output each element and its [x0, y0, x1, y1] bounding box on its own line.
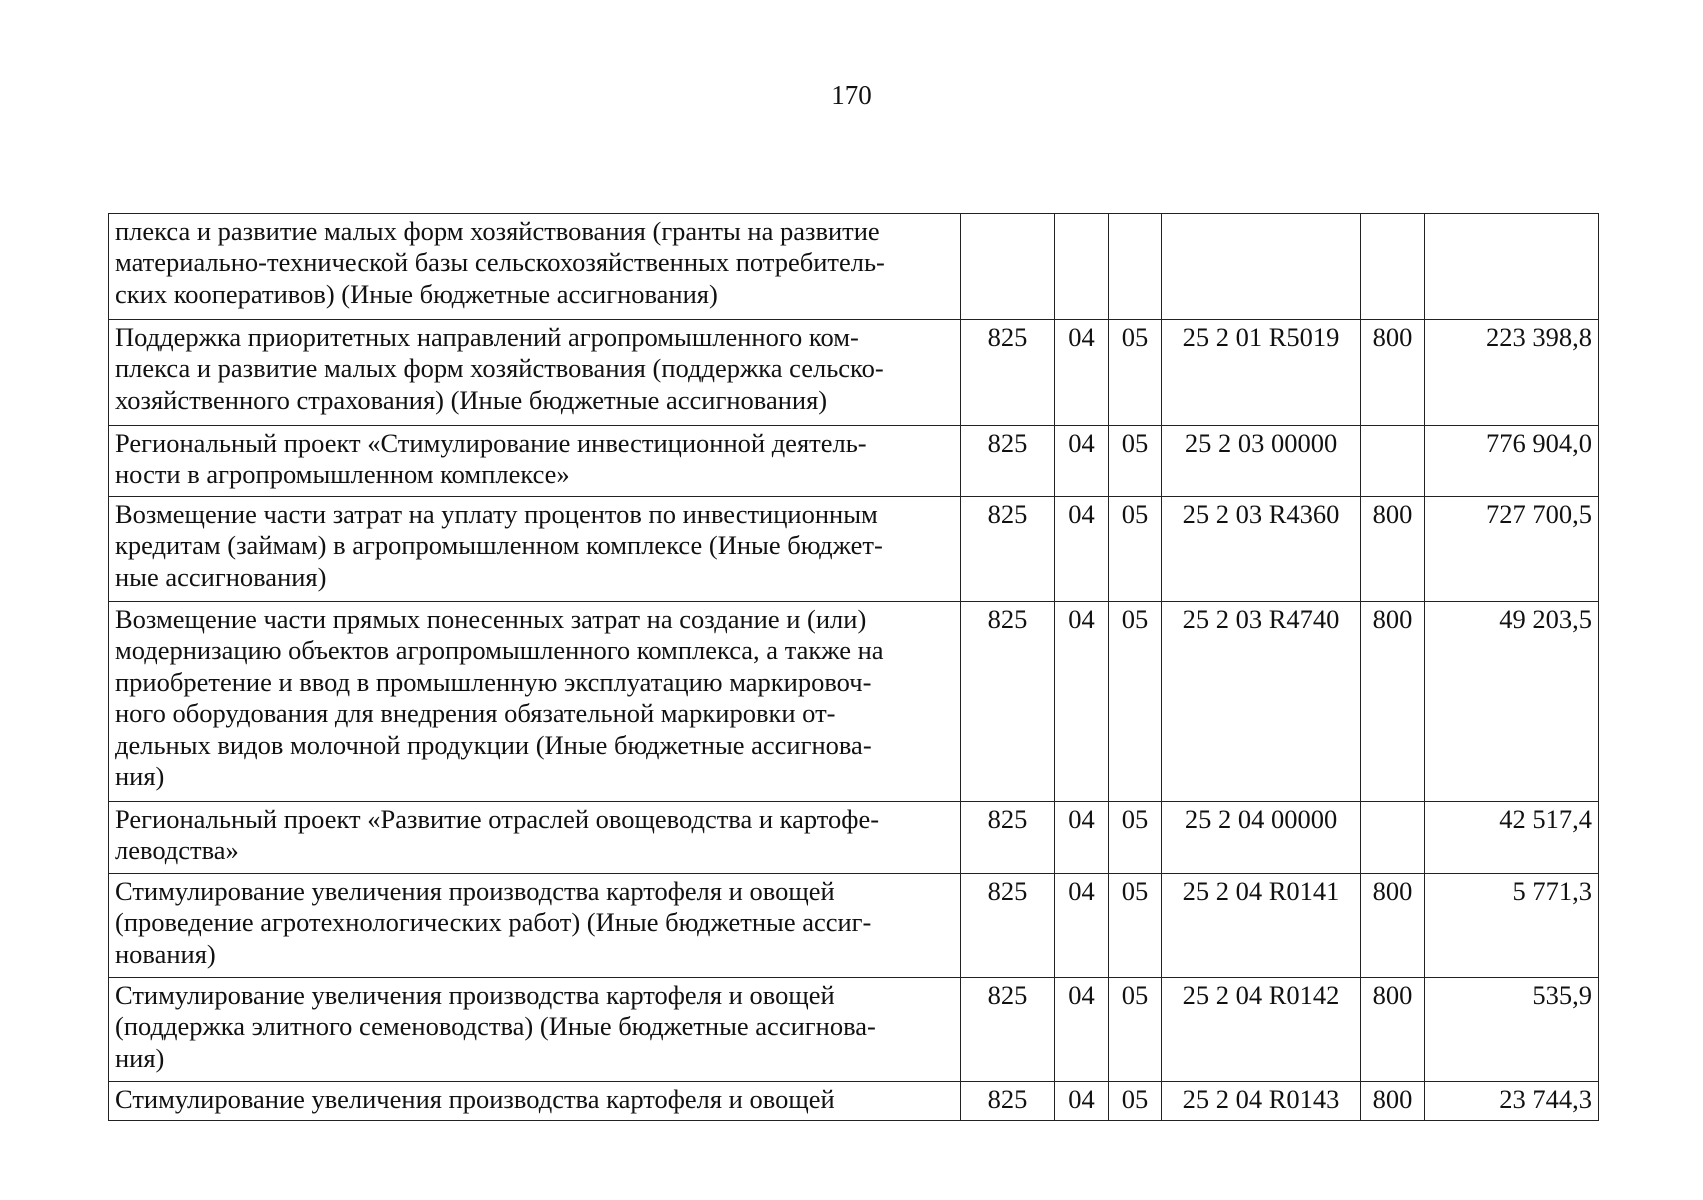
subsection-code-cell: 05 [1109, 497, 1162, 602]
amount-cell: 5 771,3 [1425, 874, 1599, 978]
expense-type-cell: 800 [1361, 320, 1425, 426]
expense-type-cell: 800 [1361, 978, 1425, 1082]
table-row [109, 320, 1599, 426]
ministry-code-cell [961, 214, 1055, 320]
amount-cell: 42 517,4 [1425, 802, 1599, 874]
expense-name-cell: Стимулирование увеличения производства картофеля и овощей (проведение агротехнологических работ) (Иные бюджетные ассиг- нования) [109, 874, 961, 978]
amount-cell: 23 744,3 [1425, 1082, 1599, 1121]
target-article-cell: 25 2 04 00000 [1162, 802, 1361, 874]
table-row [109, 978, 1599, 1082]
subsection-code-cell: 05 [1109, 978, 1162, 1082]
expense-name-cell: Возмещение части затрат на уплату процентов по инвестиционным кредитам (займам) в агропромышленном комплексе (Иные бюджет- ные ассигнования) [109, 497, 961, 602]
ministry-code-cell: 825 [961, 497, 1055, 602]
ministry-code-cell: 825 [961, 602, 1055, 802]
expense-name-cell: Стимулирование увеличения производства картофеля и овощей (поддержка элитного семеноводства) (Иные бюджетные ассигнова- ния) [109, 978, 961, 1082]
expense-name-cell: Стимулирование увеличения производства картофеля и овощей [109, 1082, 961, 1121]
amount-cell: 776 904,0 [1425, 426, 1599, 497]
section-code-cell: 04 [1055, 602, 1109, 802]
subsection-code-cell [1109, 214, 1162, 320]
expense-name-cell: Возмещение части прямых понесенных затрат на создание и (или) модернизацию объектов агропромышленного комплекса, а также на приобретение и ввод в промышленную эксплуатацию маркировоч- ного оборудования для внедрения обязательной маркировки от- дельных видов молочной продукции (Иные бюджетные ассигнова- ния) [109, 602, 961, 802]
table-row [109, 602, 1599, 802]
ministry-code-cell: 825 [961, 978, 1055, 1082]
target-article-cell: 25 2 04 R0143 [1162, 1082, 1361, 1121]
target-article-cell: 25 2 03 R4740 [1162, 602, 1361, 802]
expense-type-cell: 800 [1361, 874, 1425, 978]
section-code-cell: 04 [1055, 978, 1109, 1082]
subsection-code-cell: 05 [1109, 1082, 1162, 1121]
section-code-cell: 04 [1055, 874, 1109, 978]
expense-type-cell: 800 [1361, 497, 1425, 602]
target-article-cell: 25 2 04 R0141 [1162, 874, 1361, 978]
expense-name-cell: плекса и развитие малых форм хозяйствования (гранты на развитие материально-технической базы сельскохозяйственных потребитель- ских кооперативов) (Иные бюджетные ассигнования) [109, 214, 961, 320]
section-code-cell: 04 [1055, 426, 1109, 497]
table-row [109, 802, 1599, 874]
subsection-code-cell: 05 [1109, 320, 1162, 426]
table-row [109, 426, 1599, 497]
table-row [109, 214, 1599, 320]
subsection-code-cell: 05 [1109, 802, 1162, 874]
ministry-code-cell: 825 [961, 1082, 1055, 1121]
section-code-cell: 04 [1055, 802, 1109, 874]
section-code-cell: 04 [1055, 497, 1109, 602]
subsection-code-cell: 05 [1109, 874, 1162, 978]
subsection-code-cell: 05 [1109, 426, 1162, 497]
target-article-cell: 25 2 03 00000 [1162, 426, 1361, 497]
table-row [109, 1082, 1599, 1121]
expense-type-cell [1361, 426, 1425, 497]
amount-cell: 223 398,8 [1425, 320, 1599, 426]
ministry-code-cell: 825 [961, 802, 1055, 874]
target-article-cell: 25 2 04 R0142 [1162, 978, 1361, 1082]
budget-table [108, 213, 1599, 1121]
section-code-cell [1055, 214, 1109, 320]
table-row [109, 874, 1599, 978]
target-article-cell: 25 2 01 R5019 [1162, 320, 1361, 426]
expense-type-cell: 800 [1361, 1082, 1425, 1121]
expense-name-cell: Региональный проект «Развитие отраслей овощеводства и картофе- леводства» [109, 802, 961, 874]
expense-name-cell: Региональный проект «Стимулирование инвестиционной деятель- ности в агропромышленном комплексе» [109, 426, 961, 497]
ministry-code-cell: 825 [961, 426, 1055, 497]
amount-cell: 535,9 [1425, 978, 1599, 1082]
amount-cell [1425, 214, 1599, 320]
ministry-code-cell: 825 [961, 320, 1055, 426]
ministry-code-cell: 825 [961, 874, 1055, 978]
expense-type-cell [1361, 214, 1425, 320]
amount-cell: 727 700,5 [1425, 497, 1599, 602]
expense-type-cell: 800 [1361, 602, 1425, 802]
amount-cell: 49 203,5 [1425, 602, 1599, 802]
table-row [109, 497, 1599, 602]
subsection-code-cell: 05 [1109, 602, 1162, 802]
page-number: 170 [831, 80, 872, 110]
section-code-cell: 04 [1055, 1082, 1109, 1121]
section-code-cell: 04 [1055, 320, 1109, 426]
expense-name-cell: Поддержка приоритетных направлений агропромышленного ком- плекса и развитие малых форм хозяйствования (поддержка сельско- хозяйственного страхования) (Иные бюджетные ассигнования) [109, 320, 961, 426]
target-article-cell: 25 2 03 R4360 [1162, 497, 1361, 602]
expense-type-cell [1361, 802, 1425, 874]
target-article-cell [1162, 214, 1361, 320]
